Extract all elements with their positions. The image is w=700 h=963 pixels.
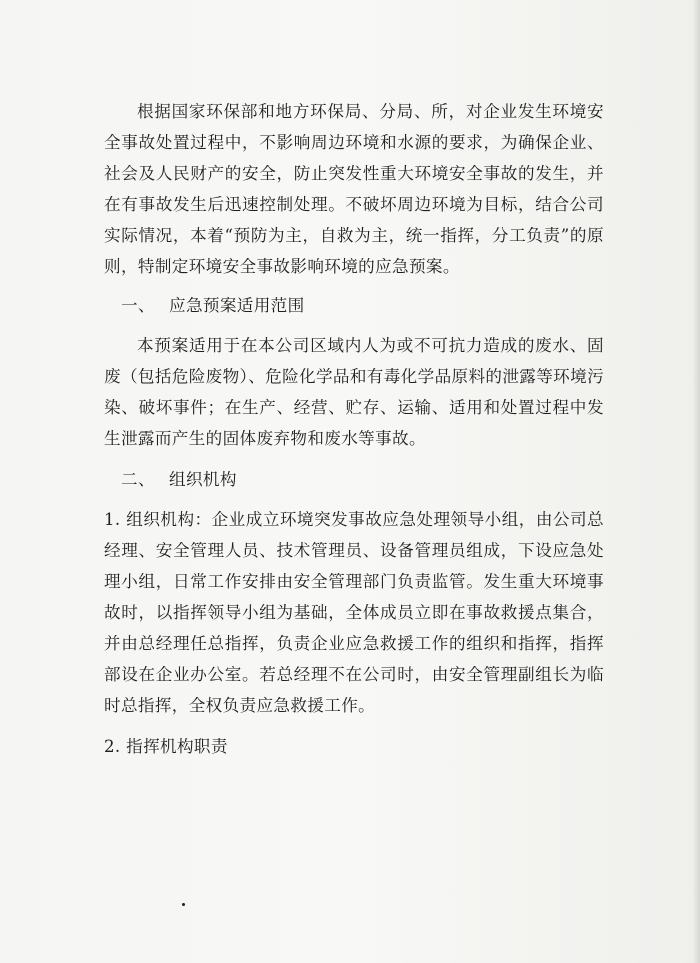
section-2-title: 组织机构: [169, 470, 237, 489]
section-1-body: 本预案适用于在本公司区域内人为或不可抗力造成的废水、固废（包括危险废物）、危险化学品和有毒化学品原料的泄露等环境污染、破坏事件；在生产、经营、贮存、运输、适用和处置过程中发生泄露而产生的固体废弃物和废水等事故。: [104, 336, 605, 448]
page-edge-shadow: [692, 0, 700, 963]
section-2-item-1: 1. 组织机构：企业成立环境突发事故应急处理领导小组，由公司总经理、安全管理人员、技术管理员、设备管理员组成，下设应急处理小组，日常工作安排由安全管理部门负责监管。发生重大环境事故时，以指挥领导小组为基础，全体成员立即在事故救援点集合，并由总经理任总指挥，负责企业应急救援工作的组织和指挥，指挥部设在企业办公室。若总经理不在公司时，由安全管理副组长为临时总指挥，全权负责应急救援工作。: [104, 510, 604, 715]
section-2-heading: [104, 464, 604, 495]
document-body: [104, 96, 604, 762]
section-1-number: 一、: [121, 296, 155, 315]
section-2-number: 二、: [121, 470, 155, 489]
intro-paragraph: 根据国家环保部和地方环保局、分局、所，对企业发生环境安全事故处置过程中，不影响周边环境和水源的要求，为确保企业、社会及人民财产的安全，防止突发性重大环境安全事故的发生，并在有事故发生后迅速控制处理。不破坏周边环境为目标，结合公司实际情况，本着“预防为主，自救为主，统一指挥，分工负责”的原则，特制定环境安全事故影响环境的应急预案。: [104, 102, 604, 276]
section-1-heading: [104, 290, 604, 321]
section-2-item-2: 2. 指挥机构职责: [104, 737, 228, 756]
scan-dot-mark: [182, 903, 185, 906]
section-1-title: 应急预案适用范围: [169, 296, 305, 315]
